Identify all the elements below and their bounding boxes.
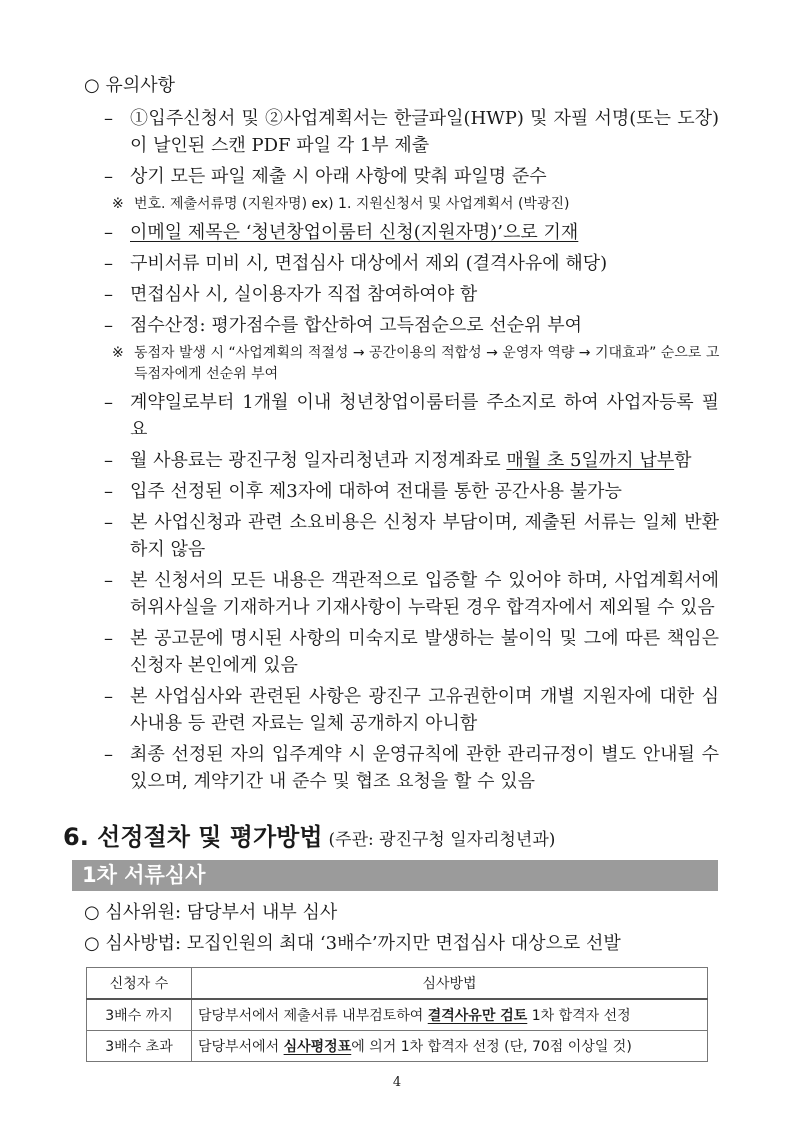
dash-icon: –: [104, 686, 113, 707]
item-text: 본 신청서의 모든 내용은 객관적으로 입증할 수 있어야 하며, 사업계획서에 허위사실을 기재하거나 기재사항이 누락된 경우 합격자에서 제외될 수 있음: [130, 570, 719, 618]
subsection-title: 1차 서류심사: [82, 863, 206, 887]
list-item: [104, 219, 719, 246]
note-item: [112, 194, 722, 215]
text: 담당부서에서: [198, 1039, 284, 1055]
cell-method: [192, 999, 708, 1031]
list-item: [104, 250, 719, 277]
text: 월 사용료는 광진구청 일자리청년과 지정계좌로: [130, 450, 507, 471]
dash-icon: –: [104, 284, 113, 305]
list-item: [104, 478, 719, 505]
header-count: 신청자 수: [87, 968, 192, 1000]
text: 에 의거 1차 합격자 선정 (단, 70점 이상일 것): [351, 1039, 632, 1055]
underlined-text: 매월 초 5일까지 납부: [506, 450, 675, 471]
cell-method: [192, 1031, 708, 1062]
item-text: 번호. 제출서류명 (지원자명) ex) 1. 지원신청서 및 사업계획서 (박광진): [134, 196, 570, 212]
cell-count: 3배수 초과: [87, 1031, 192, 1062]
item-text: 입주 선정된 이후 제3자에 대하여 전대를 통한 공간사용 불가능: [130, 481, 622, 502]
emphasis: 심사평정표: [283, 1039, 352, 1055]
dash-icon: –: [104, 570, 113, 591]
item-text: 본 사업심사와 관련된 사항은 광진구 고유권한이며 개별 지원자에 대한 심사내용 등 관련 자료는 일체 공개하지 아니함: [130, 686, 719, 734]
dash-icon: –: [104, 481, 113, 502]
item-text: 점수산정: 평가점수를 합산하여 고득점순으로 선순위 부여: [130, 315, 582, 336]
dash-icon: –: [104, 108, 113, 129]
dash-icon: –: [104, 253, 113, 274]
item-text: [130, 219, 719, 246]
dash-icon: –: [104, 744, 113, 765]
item-text: 계약일로부터 1개월 이내 청년창업이룸터를 주소지로 하여 사업자등록 필요: [130, 392, 719, 440]
list-item: [104, 447, 719, 474]
page-number: 4: [392, 1075, 402, 1090]
notice-list: [0, 105, 794, 795]
table-header-row: [87, 968, 708, 1000]
section-heading: [63, 821, 794, 856]
list-item: [104, 389, 719, 443]
list-item: [104, 281, 719, 308]
dash-icon: –: [104, 512, 113, 533]
list-item: [104, 105, 719, 159]
list-item: [104, 567, 719, 621]
item-text: 본 공고문에 명시된 사항의 미숙지로 발생하는 불이익 및 그에 따른 책임은 신청자 본인에게 있음: [130, 628, 719, 676]
reference-mark-icon: ※: [112, 345, 124, 361]
item-text: 상기 모든 파일 제출 시 아래 사항에 맞춰 파일명 준수: [130, 166, 547, 187]
bullet-reviewer: ○ 심사위원: 담당부서 내부 심사: [84, 902, 338, 923]
dash-icon: –: [104, 450, 113, 471]
subsection-bar: [72, 860, 718, 891]
bullet-method: ○ 심사방법: 모집인원의 최대 ‘3배수’까지만 면접심사 대상으로 선발: [84, 933, 621, 954]
item-text: 구비서류 미비 시, 면접심사 대상에서 제외 (결격사유에 해당): [130, 253, 608, 274]
emphasis: 결격사유만 검토: [427, 1008, 528, 1024]
list-item: [104, 312, 719, 339]
notice-heading: ○ 유의사항: [84, 75, 175, 96]
table-row: [87, 999, 708, 1031]
dash-icon: –: [104, 166, 113, 187]
reference-mark-icon: ※: [112, 196, 124, 212]
dash-icon: –: [104, 315, 113, 336]
underlined-text: 이메일 제목은 ‘청년창업이룸터 신청(지원자명)’으로 기재: [130, 222, 579, 243]
item-text: 면접심사 시, 실이용자가 직접 참여하여야 함: [130, 284, 478, 305]
list-item: [104, 625, 719, 679]
note-item: [112, 343, 722, 385]
list-item: [104, 509, 719, 563]
item-text: ①입주신청서 및 ②사업계획서는 한글파일(HWP) 및 자필 서명(또는 도장)이 날인된 스캔 PDF 파일 각 1부 제출: [130, 108, 719, 156]
item-text: 동점자 발생 시 “사업계획의 적절성 → 공간이용의 적합성 → 운영자 역량 → 기대효과” 순으로 고득점자에게 선순위 부여: [134, 345, 720, 382]
dash-icon: –: [104, 222, 113, 243]
dash-icon: –: [104, 628, 113, 649]
list-item: [104, 163, 719, 190]
item-text: 최종 선정된 자의 입주계약 시 운영규칙에 관한 관리규정이 별도 안내될 수 있으며, 계약기간 내 준수 및 협조 요청을 할 수 있음: [130, 744, 719, 792]
table-row: [87, 1031, 708, 1062]
item-text: 본 사업신청과 관련 소요비용은 신청자 부담이며, 제출된 서류는 일체 반환하지 않음: [130, 512, 719, 560]
section-subtitle: (주관: 광진구청 일자리청년과): [328, 830, 556, 850]
dash-icon: –: [104, 392, 113, 413]
list-item: [104, 683, 719, 737]
text: 1차 합격자 선정: [527, 1008, 631, 1024]
text: 함: [674, 450, 692, 471]
header-method: 심사방법: [192, 968, 708, 1000]
section-title: 6. 선정절차 및 평가방법: [63, 823, 323, 851]
list-item: [104, 741, 719, 795]
item-text: [130, 447, 719, 474]
review-method-table: [86, 967, 708, 1062]
text: 담당부서에서 제출서류 내부검토하여: [198, 1008, 428, 1024]
cell-count: 3배수 까지: [87, 999, 192, 1031]
